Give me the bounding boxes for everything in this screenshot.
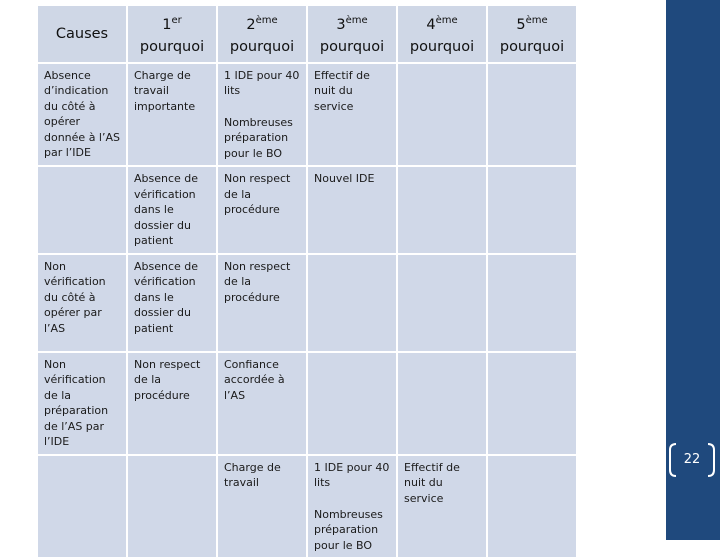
why-2-cell: Non respect de la procédure [218,167,306,253]
header-why-2: 2ème pourquoi [218,6,306,62]
why-5-cell [488,255,576,351]
cause-cell [38,167,126,253]
why-2-cell: Confiance accordée à l’AS [218,353,306,454]
why-4-cell: Effectif de nuit du service [398,456,486,558]
table-row [38,167,576,253]
why-4-cell [398,255,486,351]
why-3-cell [308,255,396,351]
why-1-cell [128,456,216,558]
why-4-cell [398,353,486,454]
why-3-cell [308,353,396,454]
cause-cell: Non vérification du côté à opérer par l’AS [38,255,126,351]
table-row [38,353,576,454]
why-4-cell [398,64,486,166]
why-3-cell: 1 IDE pour 40 lits Nombreuses préparation pour le BO [308,456,396,558]
why-1-cell: Absence de vérification dans le dossier du patient [128,255,216,351]
why-3-cell: Effectif de nuit du service [308,64,396,166]
header-why-5: 5ème pourquoi [488,6,576,62]
why-5-cell [488,456,576,558]
why-2-cell: Non respect de la procédure [218,255,306,351]
cause-cell: Absence d’indication du côté à opérer donnée à l’AS par l’IDE [38,64,126,166]
table-row [38,456,576,558]
why-3-cell: Nouvel IDE [308,167,396,253]
cause-cell: Non vérification de la préparation de l’AS par l’IDE [38,353,126,454]
why-1-cell: Non respect de la procédure [128,353,216,454]
header-why-3: 3ème pourquoi [308,6,396,62]
why-1-cell: Absence de vérification dans le dossier du patient [128,167,216,253]
why-2-cell: 1 IDE pour 40 lits Nombreuses préparation pour le BO [218,64,306,166]
why-5-cell [488,167,576,253]
why-5-cell [488,353,576,454]
page-number: 22 [683,452,701,467]
why-4-cell [398,167,486,253]
page-number-box [668,443,716,477]
why-5-cell [488,64,576,166]
header-why-4: 4ème pourquoi [398,6,486,62]
header-row [38,6,576,62]
header-why-1: 1er pourquoi [128,6,216,62]
root-cause-table [36,4,578,559]
why-1-cell: Charge de travail importante [128,64,216,166]
table-row [38,255,576,351]
why-2-cell: Charge de travail [218,456,306,558]
table-row [38,64,576,166]
cause-cell [38,456,126,558]
header-causes: Causes [38,6,126,62]
